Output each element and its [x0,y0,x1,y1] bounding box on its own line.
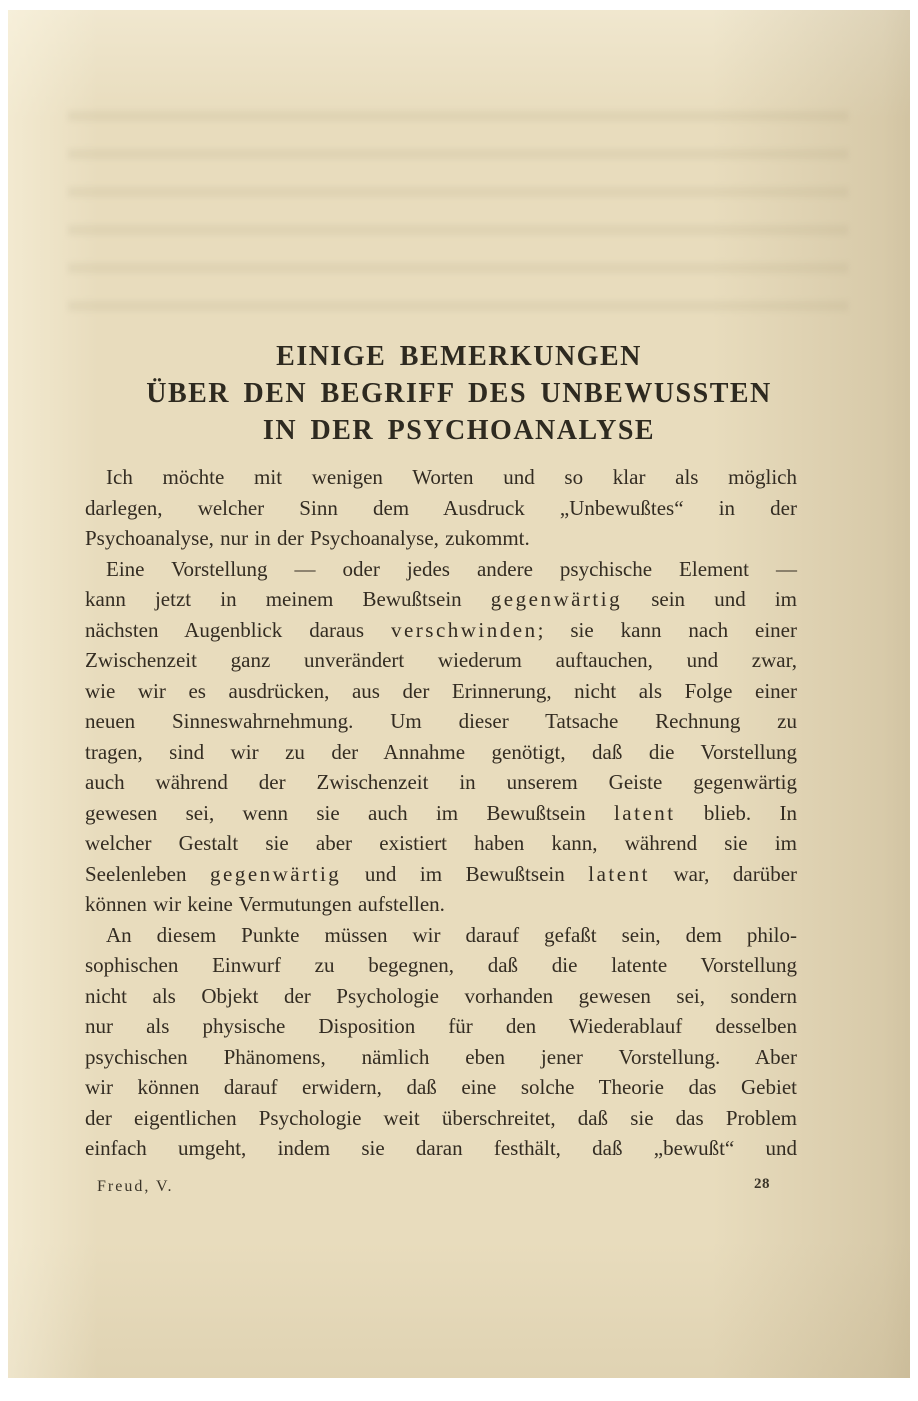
title-line: ÜBER DEN BEGRIFF DES UNBEWUSSTEN [146,378,772,409]
text-line: können wir keine Vermutungen aufstellen. [85,892,445,916]
paragraph [85,920,797,1164]
emphasized-word: gegenwärtig [210,861,342,886]
emphasized-word: verschwinden [390,617,538,642]
text-line: tragen, sind wir zu der Annahme genötigt, daß die Vorstellung [85,739,797,764]
text-line: Seelenleben gegenwärtig und im Bewußtsein latent war, darüber [85,861,798,886]
text-line: darlegen, welcher Sinn dem Ausdruck „Unbewußtes“ in der [85,495,797,520]
footer-signature: Freud, V. [97,1178,174,1195]
title-line: IN DER PSYCHOANALYSE [262,415,656,446]
title-line: EINIGE BEMERKUNGEN [276,341,642,372]
page-footer [85,1178,797,1204]
text-line: An diesem Punkte müssen wir darauf gefaßt sein, dem philo- [106,922,797,947]
text-line: der eigentlichen Psychologie weit überschreitet, daß sie das Problem [85,1105,797,1130]
page-title [8,338,910,449]
text-line: kann jetzt in meinem Bewußtsein gegenwärtig sein und im [85,587,798,611]
emphasized-word: gegenwärtig [490,587,623,611]
text-line: wir können darauf erwidern, daß eine solche Theorie das Gebiet [85,1075,797,1099]
paragraph [85,554,797,920]
text-line: nicht als Objekt der Psychologie vorhanden gewesen sei, sondern [85,983,797,1008]
emphasized-word: latent [613,800,676,825]
page-body [85,462,797,1164]
text-line: nächsten Augenblick daraus verschwinden; sie kann nach einer [85,617,797,642]
text-line: wie wir es ausdrücken, aus der Erinnerung, nicht als Folge einer [85,678,797,703]
text-line: sophischen Einwurf zu begegnen, daß die latente Vorstellung [85,953,797,977]
text-line: Zwischenzeit ganz unverändert wiederum auftauchen, und zwar, [85,648,797,672]
text-line: psychischen Phänomens, nämlich eben jener Vorstellung. Aber [85,1044,797,1069]
text-line: welcher Gestalt sie aber existiert haben kann, während sie im [85,831,797,855]
reverse-side-showthrough [68,95,848,325]
text-line: einfach umgeht, indem sie daran festhält, daß „bewußt“ und [85,1136,797,1160]
text-line: Eine Vorstellung — oder jedes andere psychische Element — [106,556,797,581]
book-page [8,10,910,1378]
text-line: nur als physische Disposition für den Wiederablauf desselben [85,1014,797,1038]
text-line: auch während der Zwischenzeit in unserem Geiste gegenwärtig [85,770,797,794]
text-line: Ich möchte mit wenigen Worten und so klar als möglich [106,465,797,489]
text-line: Psychoanalyse, nur in der Psychoanalyse, zukommt. [85,526,530,550]
emphasized-word: latent [588,861,650,886]
text-line: gewesen sei, wenn sie auch im Bewußtsein latent blieb. In [85,800,797,825]
paragraph [85,462,797,554]
text-line: neuen Sinneswahrnehmung. Um dieser Tatsache Rechnung zu [85,709,797,733]
page-number: 28 [754,1176,770,1192]
